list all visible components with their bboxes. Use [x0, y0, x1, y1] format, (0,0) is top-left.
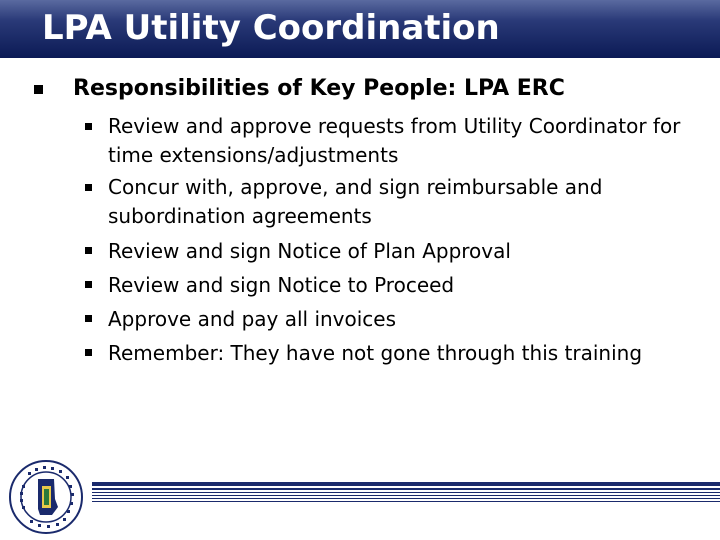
- list-item-text: Approve and pay all invoices: [108, 307, 397, 331]
- list-item: [85, 234, 685, 268]
- square-bullet-icon: [85, 281, 92, 288]
- sub-bullet-list: [85, 112, 685, 370]
- list-item: [85, 173, 685, 231]
- main-heading: Responsibilities of Key People: LPA ERC: [73, 76, 565, 101]
- square-bullet-icon: [85, 349, 92, 356]
- square-bullet-icon: [85, 123, 92, 130]
- indot-seal-logo: [8, 459, 84, 535]
- square-bullet-icon: [34, 85, 43, 94]
- footer-rule-lines: [92, 482, 720, 512]
- list-item: [85, 112, 685, 170]
- square-bullet-icon: [85, 315, 92, 322]
- list-item: [85, 336, 685, 370]
- list-item-text: Concur with, approve, and sign reimbursable and subordination agreements: [108, 175, 603, 228]
- title-bar: [0, 0, 720, 58]
- slide-title: LPA Utility Coordination: [42, 8, 500, 48]
- list-item-text: Review and approve requests from Utility Coordinator for time extensions/adjustments: [108, 114, 681, 167]
- list-item-text: Remember: They have not gone through this training: [108, 341, 643, 365]
- list-item-text: Review and sign Notice to Proceed: [108, 273, 455, 297]
- list-item: [85, 268, 685, 302]
- square-bullet-icon: [85, 184, 92, 191]
- square-bullet-icon: [85, 247, 92, 254]
- list-item: [85, 302, 685, 336]
- main-bullet: [34, 74, 694, 104]
- list-item-text: Review and sign Notice of Plan Approval: [108, 239, 511, 263]
